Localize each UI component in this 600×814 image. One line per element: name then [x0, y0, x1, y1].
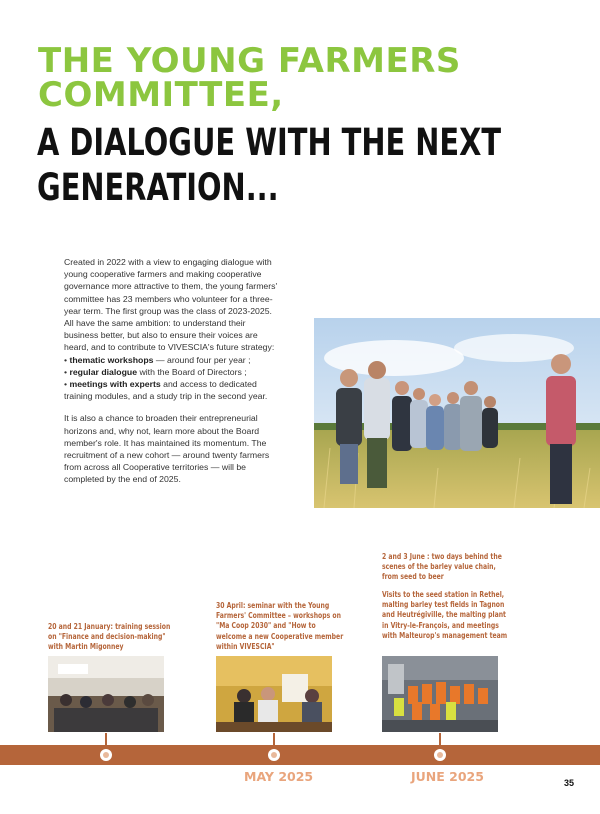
bullet-experts-rest: and access to dedicated training modules, and a study trip in the second year.: [64, 379, 268, 402]
timeline-event-june-title: 2 and 3 June : two days behind the scenes of the barley value chain, from seed to beer: [382, 552, 502, 582]
title-line-3: A DIALOGUE WITH THE NEXT: [37, 121, 502, 164]
timeline-dot-june: [434, 749, 446, 761]
title-line-1: THE YOUNG FARMERS: [38, 41, 461, 81]
photo-seminar-workshop: [216, 656, 332, 732]
bullet-dialogue-rest: with the Board of Directors ;: [137, 366, 247, 377]
month-label-june: JUNE 2025: [411, 769, 484, 784]
bullet-dialogue-strong: regular dialogue: [69, 366, 138, 377]
title-black: [37, 120, 501, 210]
title-line-4: GENERATION...: [37, 166, 279, 209]
timeline-dot-january: [100, 749, 112, 761]
intro-paragraph-1: Created in 2022 with a view to engaging dialogue with young cooperative farmers and making cooperative governance more attractive to them, the young farmers' committee has 23 members who volunteer for a three-year term. The first group was the class of 2023-2025.: [64, 257, 278, 316]
bullet-workshops-strong: thematic workshops: [69, 354, 154, 365]
bullet-workshops: • thematic workshops — around four per year ;: [64, 354, 251, 365]
timeline-event-january: 20 and 21 January: training session on "Finance and decision-making" with Martin Migonney: [48, 622, 171, 652]
bullet-workshops-rest: — around four per year ;: [153, 354, 251, 365]
intro-paragraph-2: All have the same ambition: to understand their business better, but also to ensure their voices are heard, and to contribute to VIVESCIA's future strategy:: [64, 318, 275, 353]
intro-text: [64, 256, 278, 486]
timeline-event-june-details: Visits to the seed station in Rethel, malting barley test fields in Tagnon and Heutrégiville, the malting plant in Vitry-le-François, and meetings with Malteurop's management team: [382, 590, 508, 640]
bullet-experts: • meetings with experts and access to dedicated training modules, and a study trip in the second year.: [64, 379, 268, 402]
timeline-event-april: 30 April: seminar with the Young Farmers' Committee – workshops on "Ma Coop 2030" and "How to welcome a new Cooperative member within VIVESCIA": [216, 601, 344, 651]
month-label-may: MAY 2025: [244, 769, 314, 784]
bullet-experts-strong: meetings with experts: [69, 379, 161, 390]
bullet-dialogue: • regular dialogue with the Board of Directors ;: [64, 366, 247, 377]
timeline-dot-april: [268, 749, 280, 761]
title-green: [38, 41, 461, 115]
photo-malting-plant-visit: [382, 656, 498, 732]
timeline-band: [0, 745, 600, 765]
intro-paragraph-3: It is also a chance to broaden their entrepreneurial horizons and, why not, learn more about the Board member's role. It has maintained its momentum. The recruitment of a new cohort — around twenty farmers from across all Cooperative territories — will be completed by the end of 2025.: [64, 413, 270, 485]
field-group-photo: [314, 318, 600, 508]
title-line-2: COMMITTEE,: [38, 75, 284, 115]
photo-training-session: [48, 656, 164, 732]
page-number: 35: [564, 778, 575, 788]
